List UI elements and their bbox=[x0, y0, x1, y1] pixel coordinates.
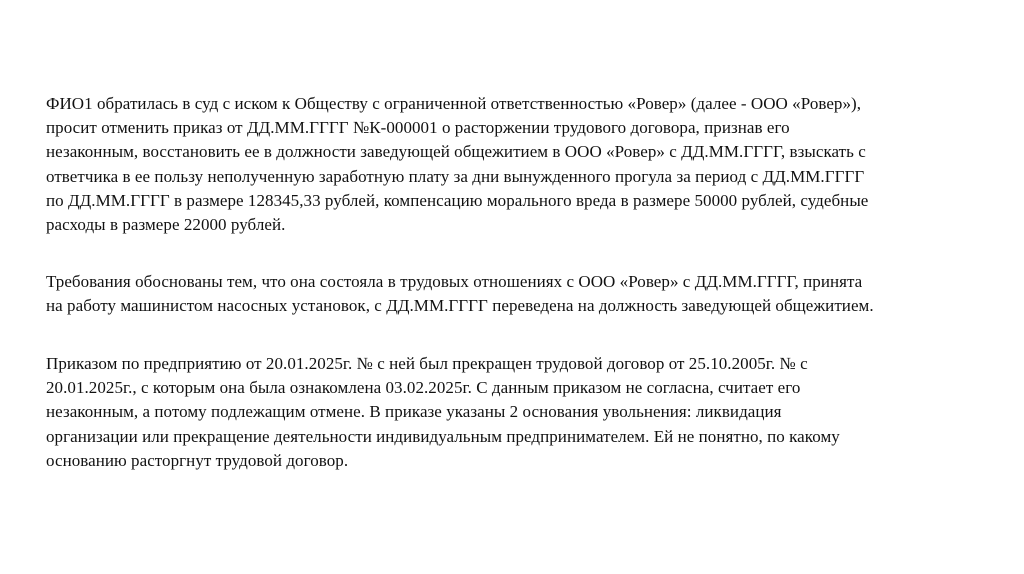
paragraph-claim bbox=[46, 92, 986, 237]
paragraph-line: на работу машинистом насосных установок, с ДД.ММ.ГГГГ переведена на должность заведующей общежитием. bbox=[46, 296, 874, 316]
paragraph-line: расходы в размере 22000 рублей. bbox=[46, 215, 286, 235]
paragraph-line: ответчика в ее пользу неполученную заработную плату за дни вынужденного прогула за период с ДД.ММ.ГГГГ bbox=[46, 166, 865, 186]
paragraph-line: по ДД.ММ.ГГГГ в размере 128345,33 рублей, компенсацию морального вреда в размере 50000 рублей, судебные bbox=[46, 190, 869, 210]
paragraph-line: организации или прекращение деятельности индивидуальным предпринимателем. Ей не понятно, по какому bbox=[46, 426, 840, 446]
paragraph-line: 20.01.2025г., с которым она была ознакомлена 03.02.2025г. С данным приказом не согласна, считает его bbox=[46, 378, 801, 398]
paragraph-line: Приказом по предприятию от 20.01.2025г. № с ней был прекращен трудовой договор от 25.10.2005г. № с bbox=[46, 354, 808, 373]
paragraph-order bbox=[46, 352, 986, 473]
paragraph-line: просит отменить приказ от ДД.ММ.ГГГГ №К-000001 о расторжении трудового договора, признав его bbox=[46, 118, 790, 138]
paragraph-grounds bbox=[46, 270, 986, 318]
paragraph-line: ФИО1 обратилась в суд с иском к Обществу с ограниченной ответственностью «Ровер» (далее - ООО «Ровер»), bbox=[46, 94, 862, 113]
paragraph-line: незаконным, а потому подлежащим отмене. В приказе указаны 2 основания увольнения: ликвидация bbox=[46, 402, 782, 422]
paragraph-line: незаконным, восстановить ее в должности заведующей общежитием в ООО «Ровер» с ДД.ММ.ГГГГ, взыскать с bbox=[46, 142, 866, 162]
paragraph-line: Требования обоснованы тем, что она состояла в трудовых отношениях с ООО «Ровер» с ДД.ММ.ГГГГ, принята bbox=[46, 272, 863, 291]
paragraph-line: основанию расторгнут трудовой договор. bbox=[46, 450, 349, 470]
